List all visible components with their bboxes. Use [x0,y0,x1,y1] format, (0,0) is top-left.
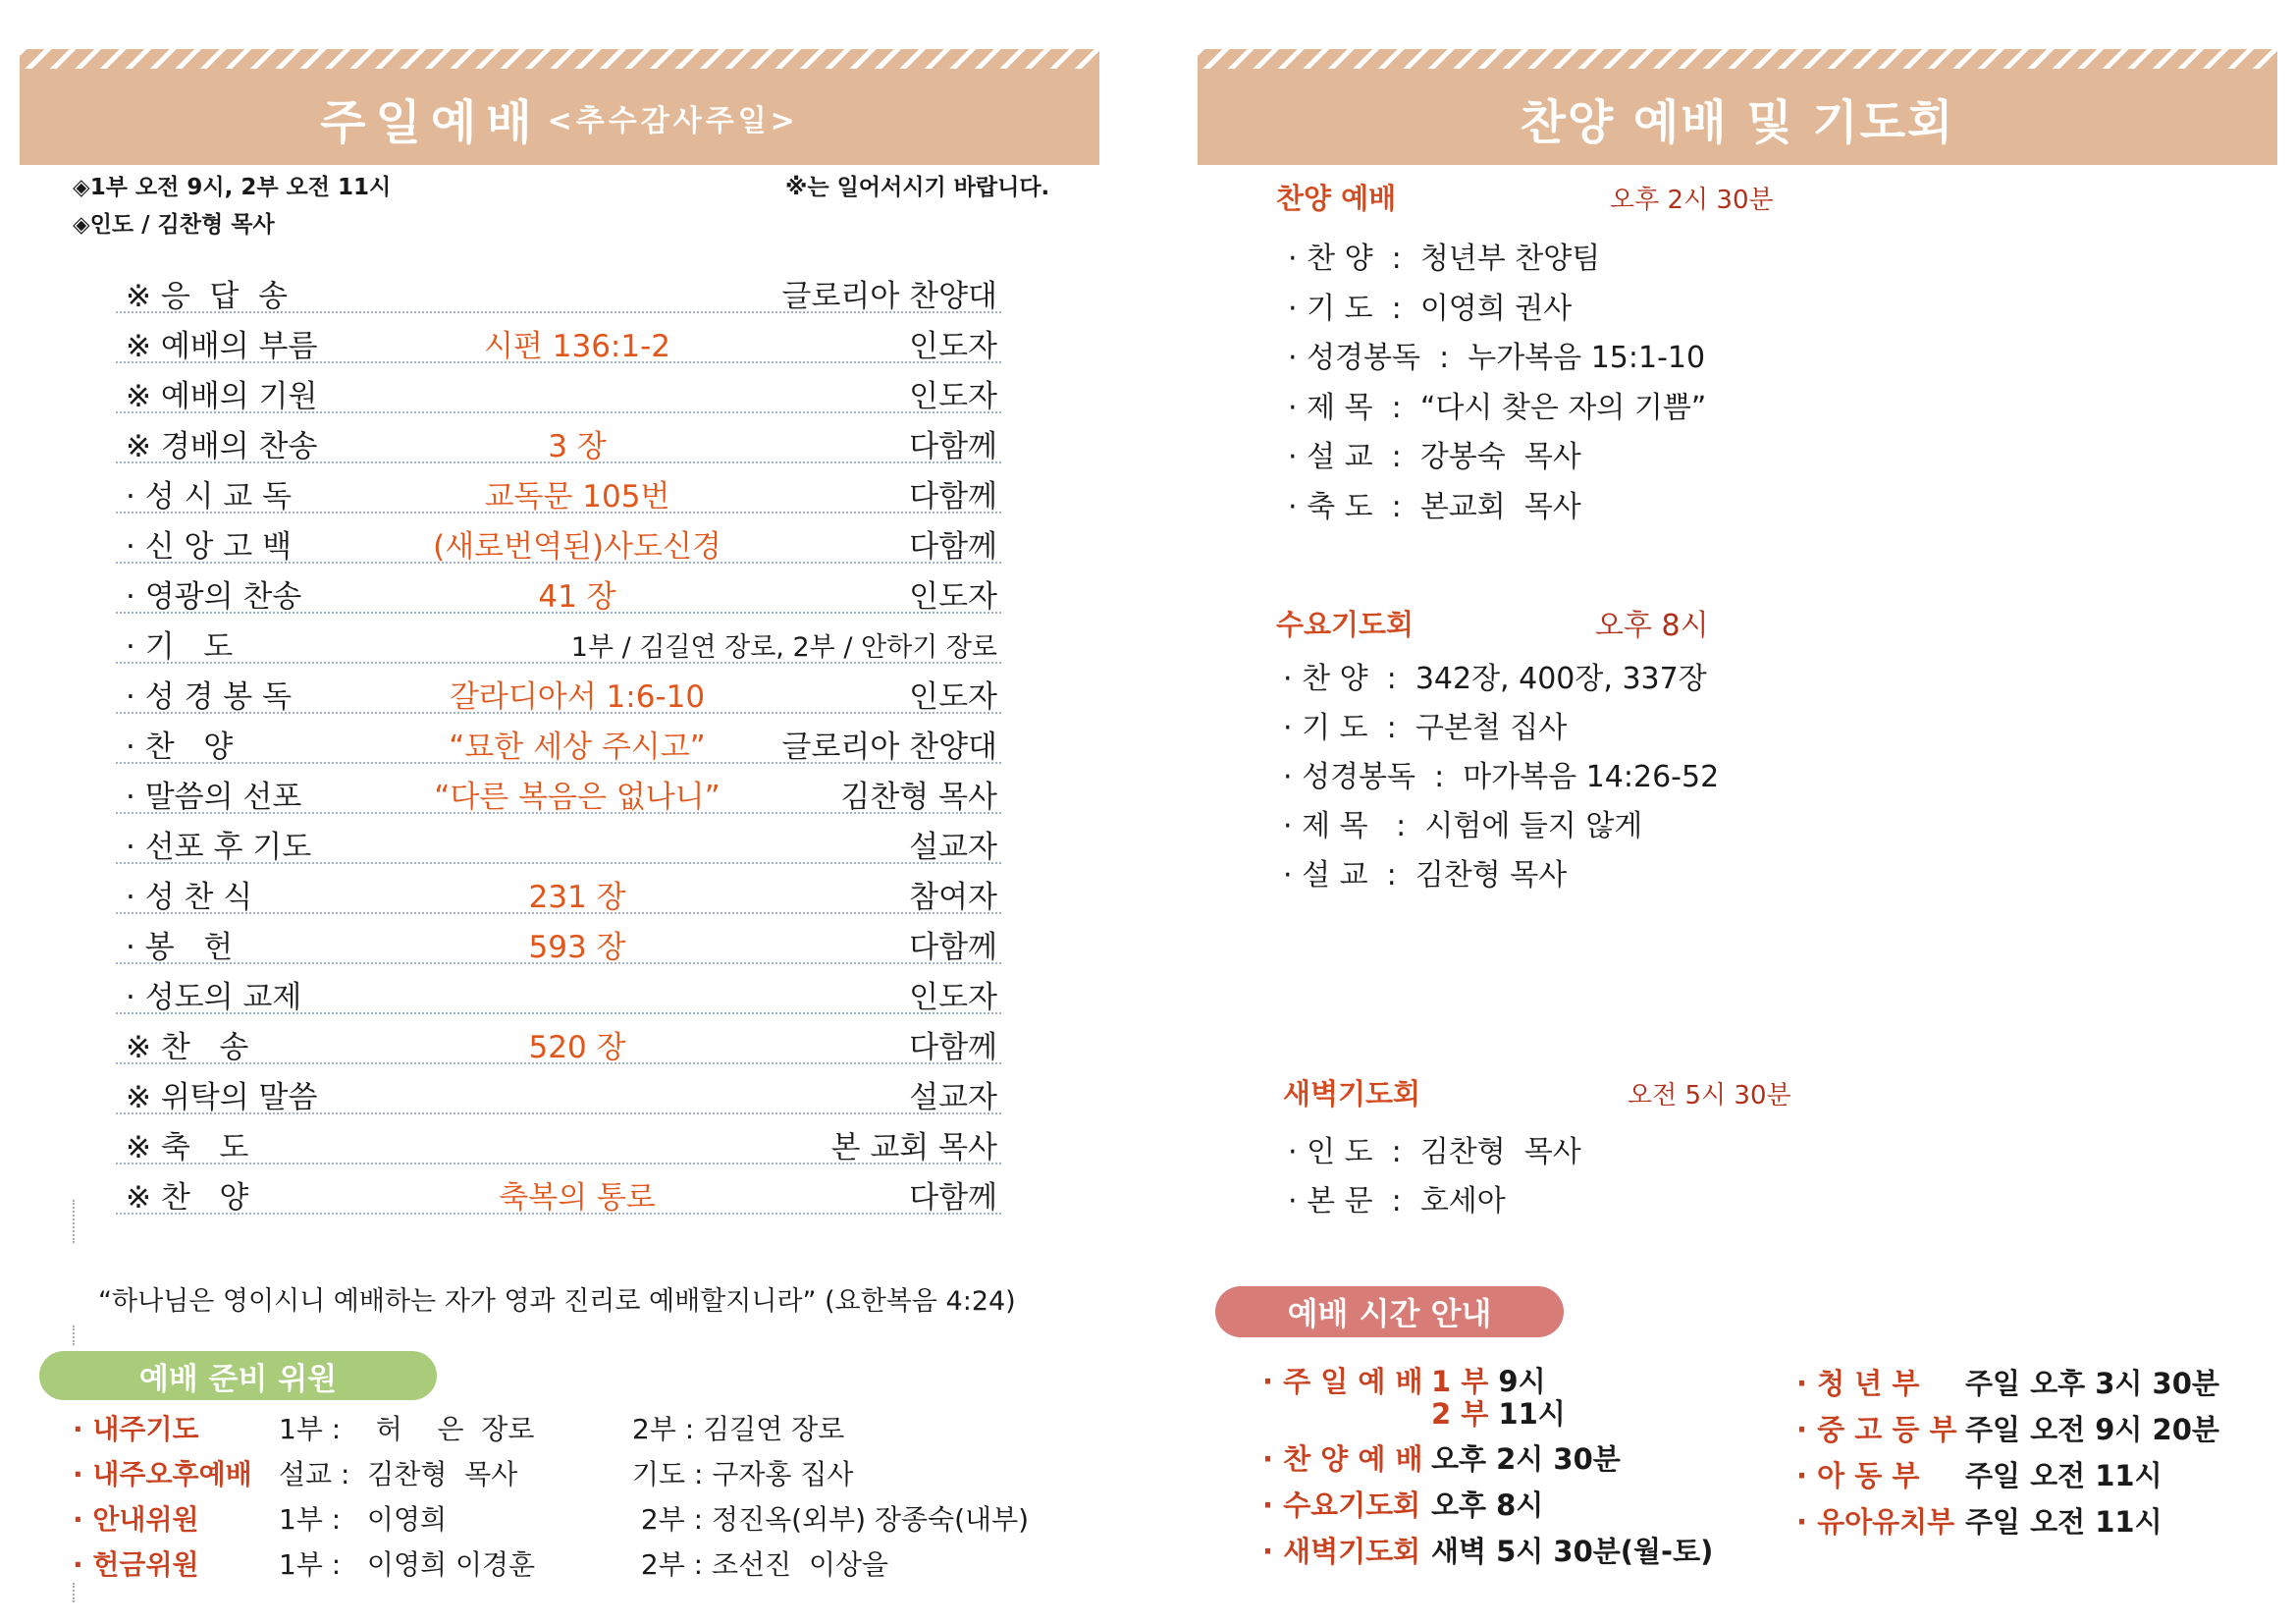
service-title: 주일예배 [320,94,542,150]
order-item-name: · 신 앙 고 백 [126,529,293,565]
divider [73,1583,84,1602]
order-row [116,564,1001,614]
order-item-detail: 시편 136:1-2 [484,329,670,364]
order-item-name: · 성 시 교 독 [126,479,293,514]
order-row [116,363,1001,413]
prep-second: 2부 : 김길연 장로 [632,1413,845,1445]
service-detail: · 축 도 : 본교회 목사 [1288,489,1581,524]
prep-first: 1부 : 이영희 이경훈 [279,1548,536,1581]
schedule-part-label: 1 부 [1431,1365,1489,1398]
scripture-verse: “하나님은 영이시니 예배하는 자가 영과 진리로 예배할지니라” (요한복음 4:24) [98,1286,1016,1317]
service-detail: · 기 도 : 이영희 권사 [1288,291,1573,326]
schedule-label: · 청 년 부 [1796,1367,1920,1400]
praise-service-time: 오후 2시 30분 [1610,186,1774,215]
prep-second: 기도 : 구자홍 집사 [632,1458,854,1490]
schedule-label: · 찬 양 예 배 [1262,1442,1423,1476]
order-item-name: · 기 도 [126,629,234,665]
order-row [116,914,1001,964]
order-row [116,664,1001,714]
order-row [116,514,1001,564]
service-detail: · 제 목 : 시험에 들지 않게 [1283,809,1643,843]
schedule-title: 예배 시간 안내 [1287,1295,1492,1332]
service-detail: · 성경봉독 : 누가복음 15:1-10 [1288,341,1706,375]
order-item-person: 인도자 [909,579,997,615]
order-item-person: 글로리아 찬양대 [781,279,997,314]
prep-role: · 내주기도 [73,1413,199,1445]
order-item-detail: 축복의 통로 [499,1180,656,1216]
order-row [116,1064,1001,1114]
prep-second: 2부 : 조선진 이상을 [632,1548,889,1581]
order-item-detail: 520 장 [528,1030,626,1065]
wednesday-prayer-time: 오후 8시 [1595,609,1709,643]
order-item-person: 본 교회 목사 [830,1130,997,1165]
left-header-band [20,49,1099,165]
order-item-detail: “다른 복음은 없나니” [434,780,721,815]
order-item-detail: “묘한 세상 주시고” [449,730,706,765]
service-detail: · 기 도 : 구본철 집사 [1283,711,1568,745]
schedule-value: 주일 오전 11시 [1965,1459,2163,1492]
order-item-name: · 말씀의 선포 [126,780,302,815]
order-item-name: · 봉 헌 [126,930,234,965]
header-stripe [20,49,1099,69]
prep-committee-pill [39,1351,437,1400]
standing-note: ※는 일어서시기 바랍니다. [785,175,1050,200]
service-detail: · 본 문 : 호세아 [1288,1184,1506,1218]
prep-committee-title: 예배 준비 위원 [138,1361,338,1397]
order-row [116,864,1001,914]
order-item-detail: 갈라디아서 1:6-10 [449,679,706,715]
order-item-person: 참여자 [909,880,997,915]
order-item-person: 설교자 [909,1080,997,1115]
service-subtitle: <추수감사주일> [547,104,799,138]
order-item-person: 다함께 [909,930,997,965]
right-header-title [1198,71,2277,165]
order-item-name: ※ 응 답 송 [126,279,289,314]
schedule-value: 주일 오후 3시 30분 [1965,1367,2219,1400]
schedule-label: · 새벽기도회 [1262,1535,1421,1568]
schedule-label: · 중 고 등 부 [1796,1413,1957,1446]
schedule-pill [1215,1286,1564,1337]
order-item-name: ※ 경배의 찬송 [126,429,318,464]
schedule-part-time: 9시 [1488,1365,1546,1398]
service-detail: · 인 도 : 김찬형 목사 [1288,1135,1581,1169]
order-item-name: · 찬 양 [126,730,234,765]
schedule-value: 오후 2시 30분 [1431,1442,1621,1476]
order-item-detail: 41 장 [538,579,616,615]
left-header-title [20,71,1099,165]
order-row [116,964,1001,1014]
order-item-detail: 3 장 [548,429,607,464]
service-detail: · 찬 양 : 342장, 400장, 337장 [1283,662,1707,696]
schedule-part-label: 2 부 [1431,1397,1489,1431]
order-item-person: 인도자 [909,379,997,414]
header-stripe [1198,49,2277,69]
order-row [116,263,1001,313]
order-item-person: 다함께 [909,1030,997,1065]
schedule-label: · 유아유치부 [1796,1505,1955,1539]
order-item-name: ※ 축 도 [126,1130,249,1165]
prep-first: 설교 : 김찬형 목사 [279,1458,518,1490]
order-item-person: 인도자 [909,679,997,715]
order-item-person: 다함께 [909,479,997,514]
divider [73,1200,84,1243]
schedule-label: · 아 동 부 [1796,1459,1920,1492]
order-row [116,764,1001,814]
order-row [116,814,1001,864]
prep-role: · 안내위원 [73,1503,199,1536]
praise-section-title: 찬양 예배 및 기도회 [1520,94,1955,150]
schedule-value [1431,1392,1566,1433]
order-item-person: 설교자 [909,830,997,865]
service-detail: · 설 교 : 강봉숙 목사 [1288,440,1581,474]
order-item-person: 인도자 [909,980,997,1015]
schedule-label: · 주 일 예 배 [1262,1365,1423,1398]
prep-role: · 헌금위원 [73,1548,199,1581]
order-of-worship [116,263,1001,1215]
order-item-name: · 성 경 봉 독 [126,679,293,715]
order-item-person: 김찬형 목사 [840,780,997,815]
order-item-name: ※ 예배의 부름 [126,329,318,364]
order-item-name: ※ 찬 송 [126,1030,249,1065]
order-row [116,614,1001,664]
right-header-band [1198,49,2277,165]
order-item-person: 1부 / 김길연 장로, 2부 / 안하기 장로 [570,632,997,663]
order-item-person: 다함께 [909,429,997,464]
order-item-name: · 성도의 교제 [126,980,302,1015]
order-item-name: · 성 찬 식 [126,880,253,915]
schedule-value: 주일 오전 9시 20분 [1965,1413,2219,1446]
order-row [116,1014,1001,1064]
order-item-person: 인도자 [909,329,997,364]
dawn-prayer-time: 오전 5시 30분 [1628,1081,1791,1110]
service-detail: · 설 교 : 김찬형 목사 [1283,858,1568,893]
order-item-name: · 선포 후 기도 [126,830,312,865]
order-item-detail: 231 장 [528,880,626,915]
schedule-value: 오후 8시 [1431,1489,1544,1522]
order-item-detail: (새로번역된)사도신경 [433,529,721,565]
service-detail: · 찬 양 : 청년부 찬양팀 [1288,242,1601,276]
order-item-name: ※ 예배의 기원 [126,379,318,414]
schedule-label: · 수요기도회 [1262,1489,1421,1522]
order-item-detail: 교독문 105번 [484,479,670,514]
praise-service-title: 찬양 예배 [1276,182,1397,215]
order-row [116,1114,1001,1164]
schedule-value: 주일 오전 11시 [1965,1505,2163,1539]
prep-second: 2부 : 정진옥(외부) 장종숙(내부) [632,1503,1030,1536]
order-row [116,1164,1001,1215]
order-item-name: ※ 찬 양 [126,1180,249,1216]
service-times: ◈1부 오전 9시, 2부 오전 11시 [73,175,392,200]
order-row [116,413,1001,463]
prep-role: · 내주오후예배 [73,1458,252,1490]
schedule-part-time: 11시 [1488,1397,1566,1431]
divider [73,1326,84,1345]
order-row [116,463,1001,514]
order-item-person: 다함께 [909,529,997,565]
prep-first: 1부 : 이영희 [279,1503,448,1536]
service-detail: · 성경봉독 : 마가복음 14:26-52 [1283,760,1720,794]
order-row [116,313,1001,363]
service-leader: ◈인도 / 김찬형 목사 [73,212,275,238]
order-item-name: ※ 위탁의 말씀 [126,1080,318,1115]
order-item-person: 글로리아 찬양대 [781,730,997,765]
order-row [116,714,1001,764]
order-item-person: 다함께 [909,1180,997,1216]
order-item-name: · 영광의 찬송 [126,579,302,615]
prep-first: 1부 : 허 은 장로 [279,1413,535,1445]
schedule-value: 새벽 5시 30분(월-토) [1431,1535,1714,1568]
order-item-detail: 593 장 [528,930,626,965]
dawn-prayer-title: 새벽기도회 [1283,1077,1421,1110]
wednesday-prayer-title: 수요기도회 [1276,608,1415,641]
service-detail: · 제 목 : “다시 찾은 자의 기쁨” [1288,390,1707,425]
